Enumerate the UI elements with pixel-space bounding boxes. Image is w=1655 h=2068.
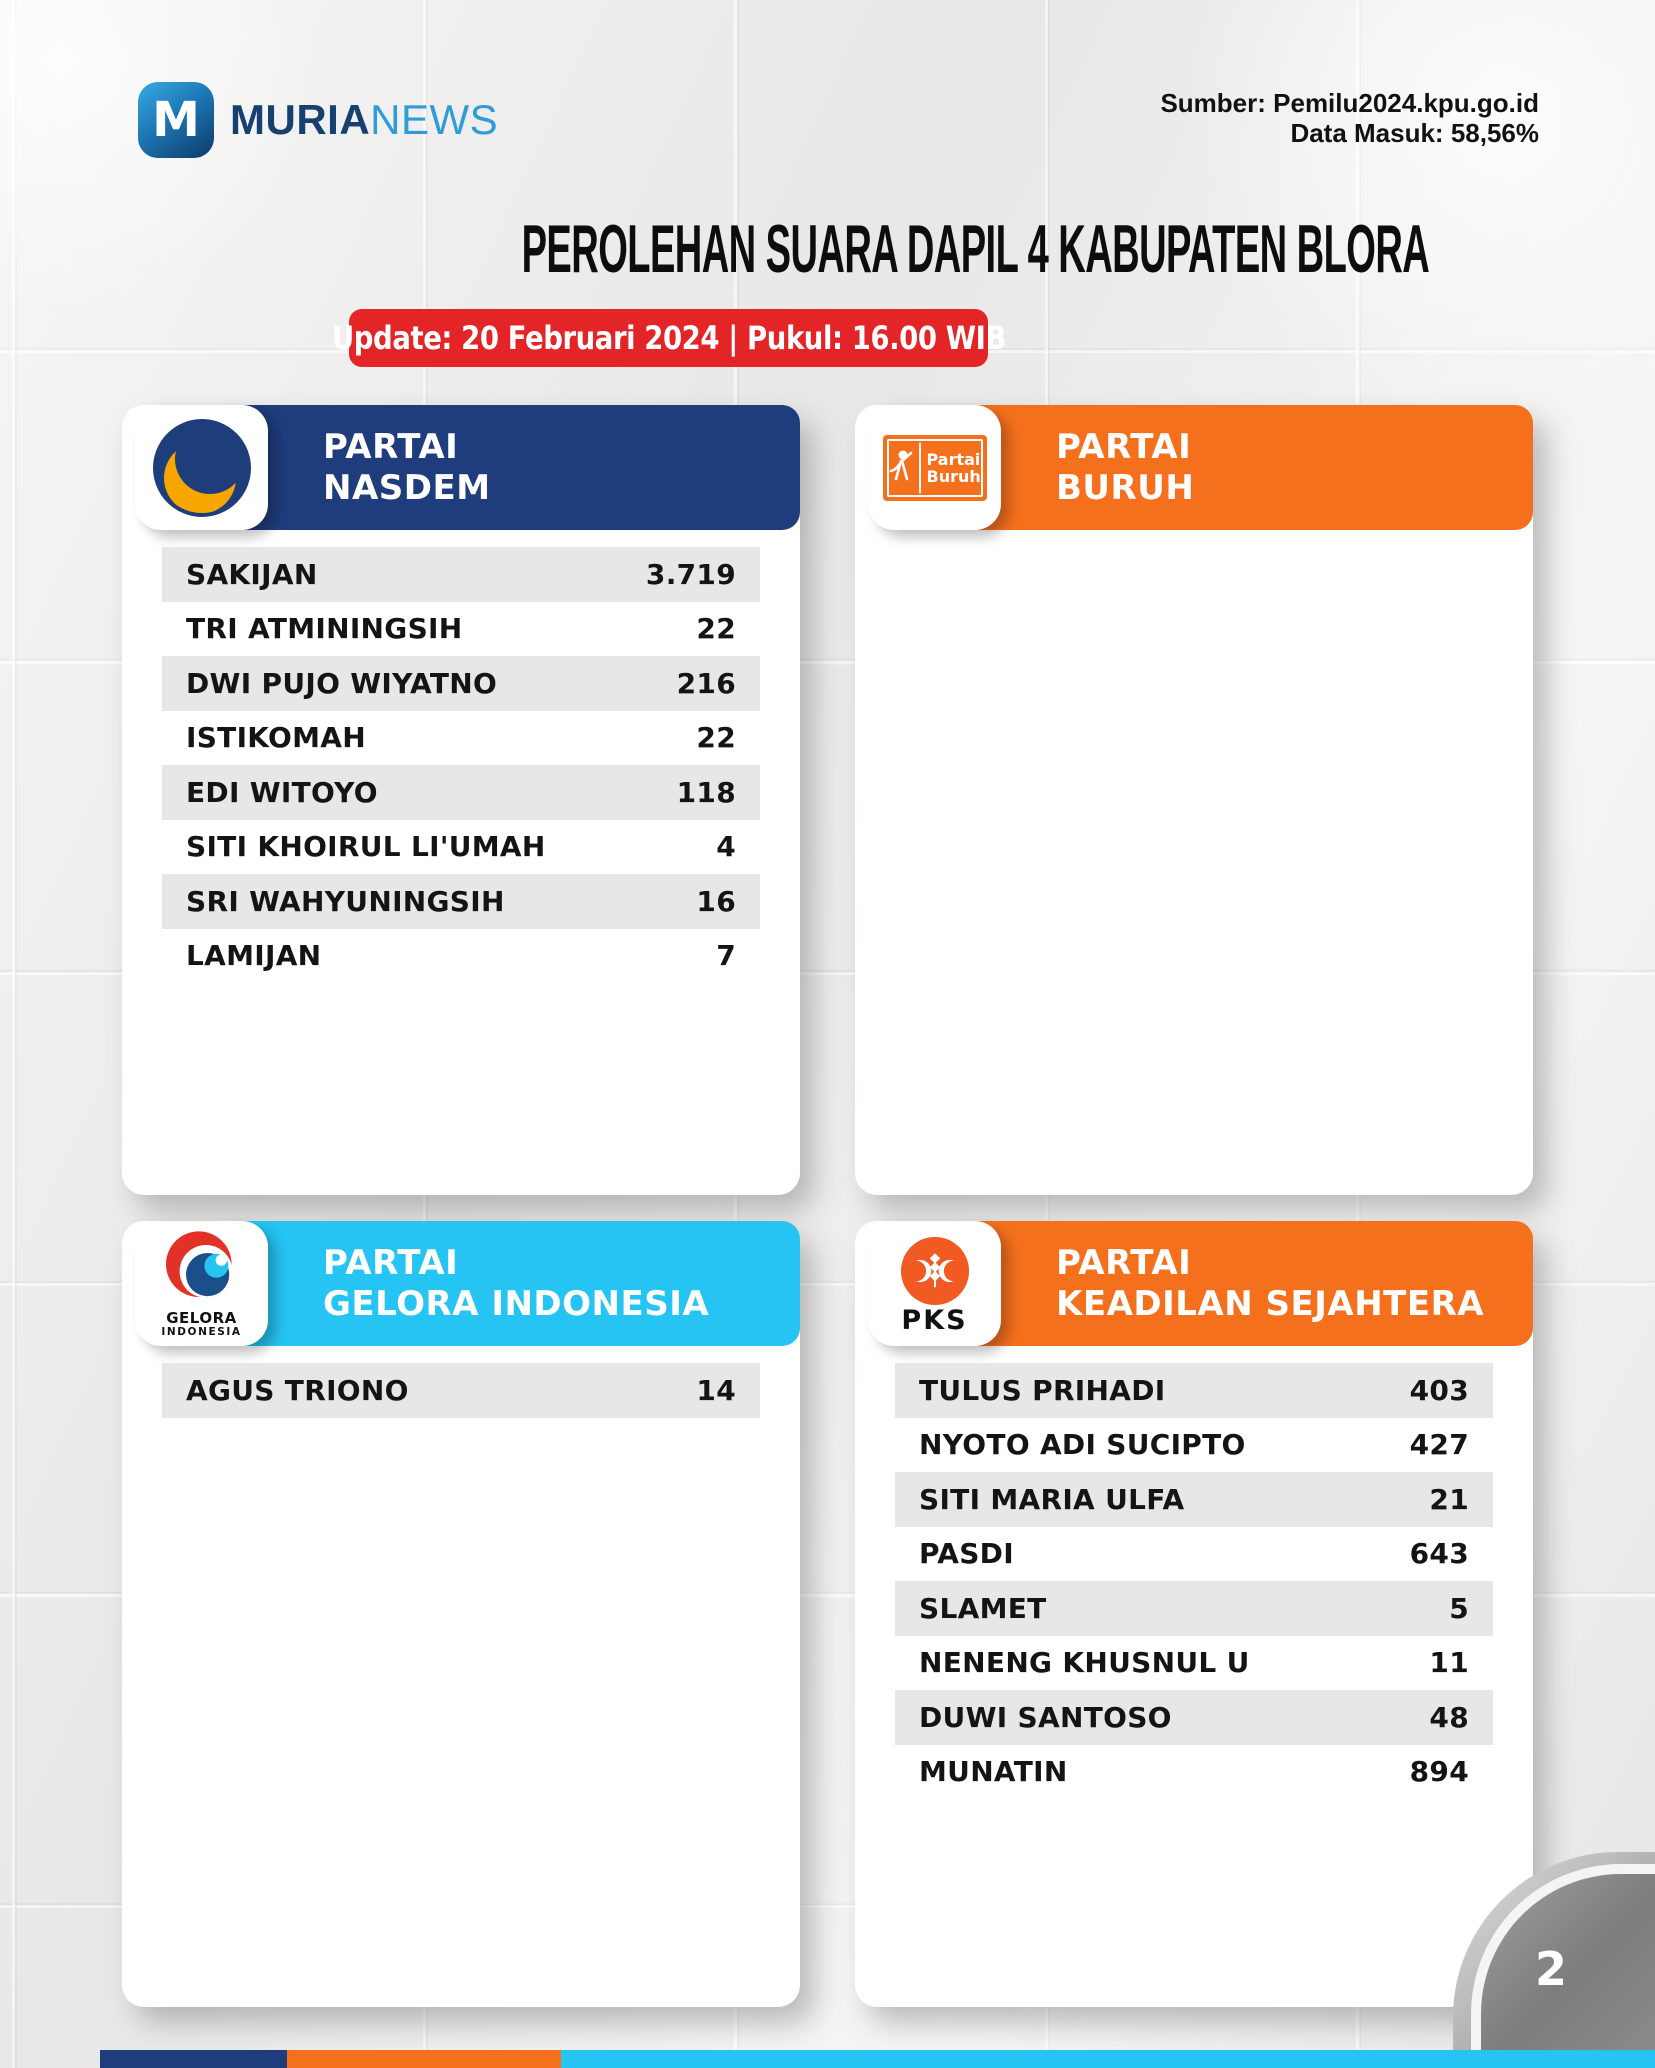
source-info bbox=[1160, 88, 1539, 148]
candidate-rows bbox=[162, 547, 760, 983]
candidate-name: NENENG KHUSNUL U bbox=[919, 1646, 1250, 1680]
candidate-row bbox=[162, 929, 760, 984]
candidate-votes: 643 bbox=[1409, 1537, 1469, 1571]
source-line: Sumber: Pemilu2024.kpu.go.id bbox=[1160, 88, 1539, 118]
candidate-row bbox=[162, 765, 760, 820]
party-name bbox=[323, 1243, 709, 1325]
candidate-name: ISTIKOMAH bbox=[186, 721, 367, 755]
brand-name-primary: MURIA bbox=[230, 96, 371, 143]
party-name bbox=[1056, 427, 1194, 509]
party-card-buruh bbox=[855, 405, 1533, 1195]
brand-name-secondary: NEWS bbox=[370, 96, 499, 143]
party-header-band bbox=[207, 1221, 800, 1346]
brand-wordmark bbox=[230, 96, 498, 144]
party-header-band bbox=[207, 405, 800, 530]
candidate-rows bbox=[895, 1363, 1493, 1799]
candidate-votes: 11 bbox=[1429, 1646, 1469, 1680]
murianews-logo-letter: M bbox=[152, 92, 200, 148]
candidate-votes: 118 bbox=[676, 775, 736, 809]
party-name-line2: GELORA INDONESIA bbox=[323, 1283, 710, 1324]
candidate-votes: 7 bbox=[716, 939, 736, 973]
candidate-votes: 427 bbox=[1409, 1428, 1469, 1462]
buruh-logo-plate bbox=[883, 435, 987, 501]
candidate-name: SITI MARIA ULFA bbox=[919, 1482, 1185, 1516]
candidate-name: SAKIJAN bbox=[186, 557, 318, 591]
candidate-row bbox=[895, 1690, 1493, 1745]
candidate-name: AGUS TRIONO bbox=[186, 1373, 409, 1407]
party-header-band bbox=[940, 1221, 1533, 1346]
buruh-logo-text bbox=[921, 451, 987, 485]
gelora-logo-text-line1: GELORA bbox=[166, 1309, 237, 1327]
candidate-votes: 21 bbox=[1429, 1482, 1469, 1516]
pks-logo-svg bbox=[898, 1234, 972, 1308]
party-card-gelora bbox=[122, 1221, 800, 2007]
candidate-votes: 403 bbox=[1409, 1373, 1469, 1407]
candidate-rows bbox=[162, 1363, 760, 1418]
candidate-name: SITI KHOIRUL LI'UMAH bbox=[186, 830, 546, 864]
candidate-votes: 4 bbox=[716, 830, 736, 864]
pks-logo-text: PKS bbox=[901, 1304, 968, 1336]
party-name bbox=[323, 427, 491, 509]
party-name-line2: KEADILAN SEJAHTERA bbox=[1056, 1283, 1485, 1324]
candidate-votes: 22 bbox=[696, 612, 736, 646]
candidate-name: PASDI bbox=[919, 1537, 1014, 1571]
gelora-logo-text-line2: INDONESIA bbox=[161, 1326, 242, 1338]
candidate-row bbox=[162, 874, 760, 929]
page-number: 2 bbox=[1534, 1942, 1567, 1996]
candidate-votes: 22 bbox=[696, 721, 736, 755]
party-name-line1: PARTAI bbox=[323, 1242, 459, 1283]
candidate-row bbox=[162, 656, 760, 711]
nasdem-logo-svg bbox=[152, 418, 252, 518]
nasdem-logo-icon bbox=[135, 405, 268, 530]
candidate-row bbox=[895, 1636, 1493, 1691]
candidate-name: SLAMET bbox=[919, 1591, 1047, 1625]
party-name-line1: PARTAI bbox=[1056, 1242, 1192, 1283]
candidate-name: EDI WITOYO bbox=[186, 775, 378, 809]
candidate-row bbox=[162, 711, 760, 766]
footer-strip-blue bbox=[100, 2050, 287, 2068]
candidate-name: TRI ATMININGSIH bbox=[186, 612, 463, 646]
candidate-votes: 3.719 bbox=[645, 557, 736, 591]
candidate-row bbox=[895, 1745, 1493, 1800]
candidate-row bbox=[895, 1581, 1493, 1636]
footer-strip-cyan bbox=[561, 2050, 1655, 2068]
candidate-name: SRI WAHYUNINGSIH bbox=[186, 884, 505, 918]
candidate-row bbox=[895, 1418, 1493, 1473]
candidate-row bbox=[895, 1472, 1493, 1527]
candidate-row bbox=[162, 602, 760, 657]
buruh-logo-text-line1: Partai bbox=[926, 449, 981, 469]
candidate-votes: 16 bbox=[696, 884, 736, 918]
gelora-logo-icon bbox=[135, 1221, 268, 1346]
page-title bbox=[165, 210, 1430, 288]
candidate-votes: 48 bbox=[1429, 1700, 1469, 1734]
update-bar bbox=[331, 309, 1006, 367]
pks-logo-icon bbox=[868, 1221, 1001, 1346]
candidate-votes: 14 bbox=[696, 1373, 736, 1407]
buruh-logo-icon bbox=[868, 405, 1001, 530]
party-name-line1: PARTAI bbox=[1056, 426, 1192, 467]
candidate-name: DUWI SANTOSO bbox=[919, 1700, 1172, 1734]
buruh-figure-icon bbox=[883, 447, 919, 489]
party-header-band bbox=[940, 405, 1533, 530]
party-card-pks bbox=[855, 1221, 1533, 2007]
party-card-nasdem bbox=[122, 405, 800, 1195]
data-masuk-line: Data Masuk: 58,56% bbox=[1290, 118, 1539, 148]
footer-strip-orange bbox=[287, 2050, 561, 2068]
candidate-votes: 5 bbox=[1449, 1591, 1469, 1625]
gelora-logo-svg bbox=[162, 1229, 242, 1309]
candidate-name: TULUS PRIHADI bbox=[919, 1373, 1166, 1407]
party-name-line2: NASDEM bbox=[323, 467, 491, 508]
candidate-name: MUNATIN bbox=[919, 1755, 1068, 1789]
murianews-logo-icon bbox=[138, 82, 214, 158]
candidate-votes: 216 bbox=[676, 666, 736, 700]
candidate-row bbox=[895, 1363, 1493, 1418]
candidate-row bbox=[162, 820, 760, 875]
candidate-row bbox=[162, 547, 760, 602]
brand bbox=[138, 82, 498, 158]
party-name bbox=[1056, 1243, 1484, 1325]
page-title-text: PEROLEHAN SUARA DAPIL 4 KABUPATEN BLORA bbox=[521, 211, 1430, 287]
buruh-logo-text-line2: Buruh bbox=[926, 466, 981, 486]
candidate-row bbox=[162, 1363, 760, 1418]
candidate-name: NYOTO ADI SUCIPTO bbox=[919, 1428, 1246, 1462]
party-name-line1: PARTAI bbox=[323, 426, 459, 467]
candidate-name: DWI PUJO WIYATNO bbox=[186, 666, 498, 700]
update-bar-text: Update: 20 Februari 2024 | Pukul: 16.00 WIB bbox=[331, 319, 1006, 357]
party-name-line2: BURUH bbox=[1056, 467, 1195, 508]
candidate-votes: 894 bbox=[1409, 1755, 1469, 1789]
candidate-row bbox=[895, 1527, 1493, 1582]
candidate-name: LAMIJAN bbox=[186, 939, 322, 973]
